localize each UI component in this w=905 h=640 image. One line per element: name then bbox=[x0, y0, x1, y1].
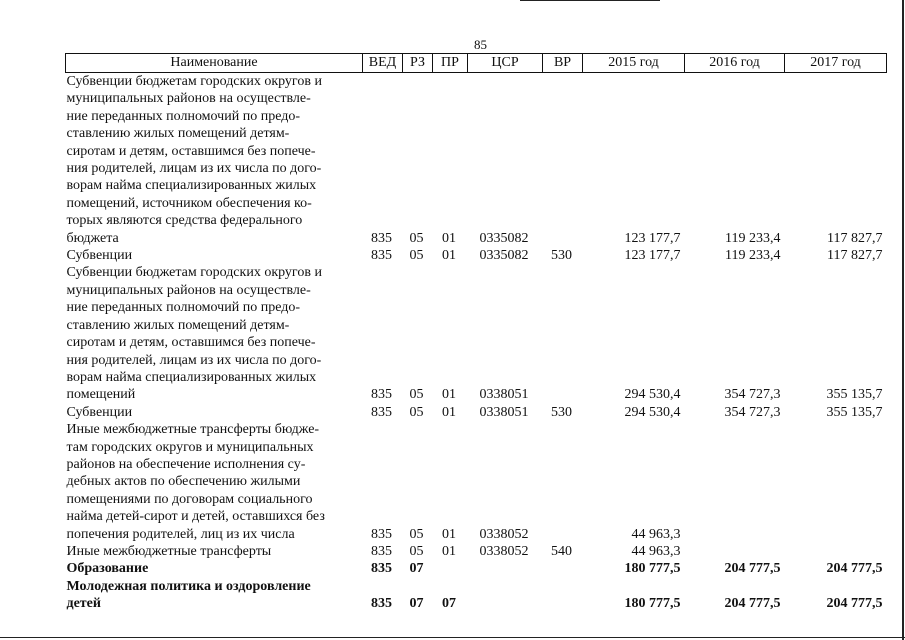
scan-edge-right bbox=[902, 0, 904, 640]
row-name-line: муниципальных районов на осуществле- bbox=[66, 91, 311, 107]
amount-2017-cell: 204 777,5 bbox=[826, 561, 883, 577]
pr-cell: 07 bbox=[442, 596, 456, 612]
row-name-line: сиротам и детям, оставшимся без попече- bbox=[66, 335, 316, 351]
csr-cell bbox=[468, 560, 543, 577]
csr-cell: 0338051 bbox=[479, 404, 529, 420]
row-name bbox=[66, 73, 363, 248]
amount-2015-cell: 180 777,5 bbox=[624, 561, 681, 577]
row-name-line: ворам найма специализированных жилых bbox=[66, 369, 317, 385]
vr-cell bbox=[543, 73, 583, 248]
pr-cell: 01 bbox=[442, 387, 456, 403]
table-row bbox=[66, 264, 887, 403]
row-name-line: дебных актов по обеспечению жилыми bbox=[66, 474, 301, 490]
ved-cell: 835 bbox=[371, 526, 392, 542]
vr-cell: 530 bbox=[551, 404, 572, 420]
header-pr: ПР bbox=[433, 54, 468, 73]
row-name-line: детей bbox=[66, 596, 101, 612]
csr-cell: 0335082 bbox=[479, 230, 529, 246]
table-row bbox=[66, 578, 887, 613]
row-name bbox=[66, 404, 363, 421]
ved-cell: 835 bbox=[371, 561, 392, 577]
row-name-line: ние переданных полномочий по предо- bbox=[66, 300, 301, 316]
amount-2015-cell: 123 177,7 bbox=[624, 248, 681, 264]
row-name-line: помещений, источником обеспечения ко- bbox=[66, 195, 312, 211]
vr-cell bbox=[543, 578, 583, 613]
amount-2016-cell bbox=[685, 421, 785, 543]
row-name-line: ворам найма специализированных жилых bbox=[66, 178, 317, 194]
row-name-line: попечения родителей, лиц из их числа bbox=[66, 526, 295, 542]
csr-cell: 0338051 bbox=[479, 387, 529, 403]
scan-edge-top bbox=[520, 0, 660, 1]
scan-edge-bottom bbox=[0, 637, 905, 638]
csr-cell: 0338052 bbox=[479, 543, 529, 559]
pr-cell bbox=[433, 560, 468, 577]
header-vr: ВР bbox=[543, 54, 583, 73]
csr-cell: 0335082 bbox=[479, 248, 529, 264]
header-2016: 2016 год bbox=[685, 54, 785, 73]
row-name-line: Субвенции bbox=[66, 248, 133, 264]
table-row bbox=[66, 421, 887, 543]
table-row bbox=[66, 247, 887, 264]
row-name-line: Иные межбюджетные трансферты bbox=[66, 543, 272, 559]
row-name-line: Субвенции bbox=[66, 404, 133, 420]
ved-cell: 835 bbox=[371, 387, 392, 403]
vr-cell: 540 bbox=[551, 543, 572, 559]
amount-2016-cell: 204 777,5 bbox=[724, 561, 781, 577]
row-name-line: ния родителей, лицам из их числа по дого- bbox=[66, 352, 322, 368]
vr-cell bbox=[543, 421, 583, 543]
vr-cell bbox=[543, 560, 583, 577]
rz-cell: 05 bbox=[409, 387, 424, 403]
amount-2017-cell: 117 827,7 bbox=[827, 230, 883, 246]
rz-cell: 05 bbox=[409, 526, 424, 542]
amount-2015-cell: 44 963,3 bbox=[631, 543, 681, 559]
csr-cell bbox=[468, 578, 543, 613]
row-name-line: помещений bbox=[66, 387, 136, 403]
amount-2015-cell: 44 963,3 bbox=[631, 526, 681, 542]
row-name bbox=[66, 560, 363, 577]
row-name-line: найма детей-сирот и детей, оставшихся без bbox=[66, 509, 325, 525]
rz-cell: 07 bbox=[409, 596, 424, 612]
row-name-line: Молодежная политика и оздоровление bbox=[66, 578, 311, 594]
row-name bbox=[66, 421, 363, 543]
ved-cell: 835 bbox=[371, 230, 392, 246]
table-header-row bbox=[66, 54, 887, 73]
header-ved: ВЕД bbox=[363, 54, 403, 73]
row-name-line: ставлению жилых помещений детям- bbox=[66, 126, 290, 142]
amount-2017-cell bbox=[785, 421, 887, 543]
table-row bbox=[66, 404, 887, 421]
header-2017: 2017 год bbox=[785, 54, 887, 73]
table-body bbox=[66, 73, 887, 613]
row-name-line: помещениями по договорам социального bbox=[66, 491, 313, 507]
row-name-line: ние переданных полномочий по предо- bbox=[66, 108, 301, 124]
pr-cell: 01 bbox=[442, 230, 456, 246]
pr-cell: 01 bbox=[442, 526, 456, 542]
amount-2015-cell: 294 530,4 bbox=[624, 404, 681, 420]
header-rz: РЗ bbox=[403, 54, 433, 73]
table-row bbox=[66, 73, 887, 248]
pr-cell: 01 bbox=[442, 543, 456, 559]
row-name-line: ставлению жилых помещений детям- bbox=[66, 317, 290, 333]
rz-cell: 05 bbox=[409, 248, 424, 264]
amount-2016-cell: 354 727,3 bbox=[724, 404, 781, 420]
amount-2015-cell: 294 530,4 bbox=[624, 387, 681, 403]
amount-2016-cell bbox=[685, 543, 785, 560]
row-name-line: там городских округов и муниципальных bbox=[66, 439, 314, 455]
row-name bbox=[66, 247, 363, 264]
amount-2016-cell: 119 233,4 bbox=[725, 230, 781, 246]
amount-2015-cell: 123 177,7 bbox=[624, 230, 681, 246]
header-csr: ЦСР bbox=[468, 54, 543, 73]
rz-cell: 05 bbox=[409, 230, 424, 246]
amount-2017-cell: 117 827,7 bbox=[827, 248, 883, 264]
ved-cell: 835 bbox=[371, 404, 392, 420]
ved-cell: 835 bbox=[371, 248, 392, 264]
row-name-line: муниципальных районов на осуществле- bbox=[66, 282, 311, 298]
row-name-line: торых являются средства федерального bbox=[66, 213, 303, 229]
row-name-line: бюджета bbox=[66, 230, 119, 246]
ved-cell: 835 bbox=[371, 596, 392, 612]
row-name-line: ния родителей, лицам из их числа по дого- bbox=[66, 161, 322, 177]
pr-cell: 01 bbox=[442, 404, 456, 420]
rz-cell: 05 bbox=[409, 543, 424, 559]
row-name-line: Иные межбюджетные трансферты бюдже- bbox=[66, 422, 320, 438]
amount-2016-cell: 354 727,3 bbox=[724, 387, 781, 403]
header-name: Наименование bbox=[66, 54, 363, 73]
row-name-line: Субвенции бюджетам городских округов и bbox=[66, 74, 322, 89]
ved-cell: 835 bbox=[371, 543, 392, 559]
csr-cell: 0338052 bbox=[479, 526, 529, 542]
amount-2016-cell: 204 777,5 bbox=[724, 596, 781, 612]
page-number: 85 bbox=[474, 37, 487, 52]
amount-2017-cell: 355 135,7 bbox=[826, 404, 883, 420]
table-row bbox=[66, 543, 887, 560]
row-name-line: Субвенции бюджетам городских округов и bbox=[66, 265, 322, 281]
row-name-line: сиротам и детям, оставшимся без попече- bbox=[66, 143, 316, 159]
rz-cell: 07 bbox=[409, 561, 424, 577]
amount-2017-cell: 355 135,7 bbox=[826, 387, 883, 403]
amount-2017-cell bbox=[785, 543, 887, 560]
amount-2016-cell: 119 233,4 bbox=[725, 248, 781, 264]
table-row bbox=[66, 560, 887, 577]
pr-cell: 01 bbox=[442, 248, 456, 264]
row-name bbox=[66, 264, 363, 403]
rz-cell: 05 bbox=[409, 404, 424, 420]
amount-2017-cell: 204 777,5 bbox=[826, 596, 883, 612]
row-name-line: Образование bbox=[66, 561, 149, 577]
amount-2015-cell: 180 777,5 bbox=[624, 596, 681, 612]
row-name bbox=[66, 543, 363, 560]
vr-cell bbox=[543, 264, 583, 403]
budget-table bbox=[65, 53, 887, 613]
vr-cell: 530 bbox=[551, 248, 572, 264]
header-2015: 2015 год bbox=[583, 54, 685, 73]
row-name bbox=[66, 578, 363, 613]
row-name-line: районов на обеспечение исполнения су- bbox=[66, 456, 306, 472]
